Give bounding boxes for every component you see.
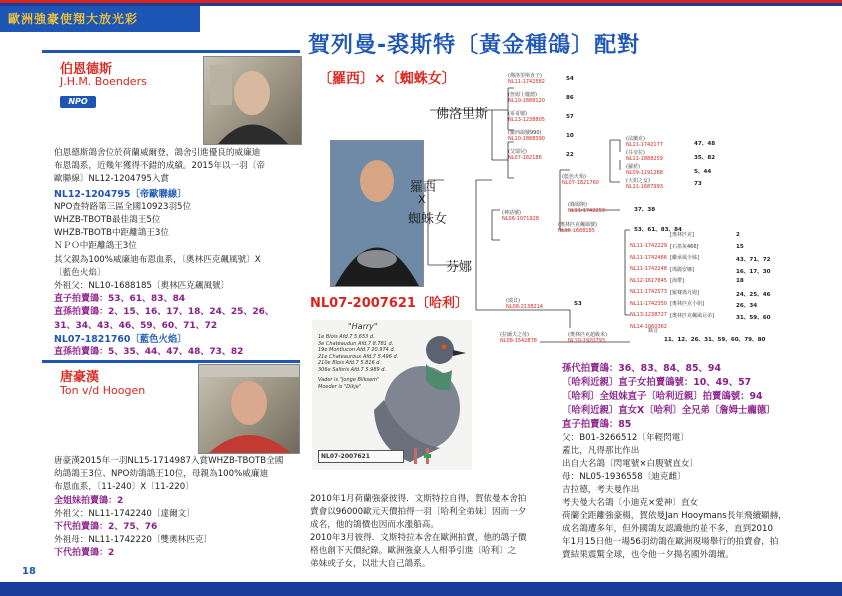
grand-offspring-a: 直孫拍賣鴿：2、15、16、17、18、24、25、26、	[54, 307, 274, 318]
text-line: 父：B01-3266512〔年輕閃電〕	[562, 433, 689, 443]
ped-value: 15	[736, 243, 744, 250]
text-line: 賣結果震驚全球，也令他一夕揚名國外鴿壇。	[562, 550, 734, 560]
ped-name: (瑞貝)	[506, 298, 520, 304]
ped-ring: NL07-1821760	[562, 180, 599, 186]
ped-name: (藍色火焰)	[562, 174, 586, 180]
lower-gen-1: 下代拍賣鴿：2、75、76	[54, 522, 158, 533]
result-line: 孫代拍賣鴿：36、83、84、85、94	[562, 363, 721, 374]
ped-ring: NL11-1888259	[626, 156, 663, 162]
pedigree-top-group	[508, 73, 608, 168]
story-line: 賣會以96000歐元天價拍得一羽〔哈利全弟妹〕因而一夕	[310, 507, 527, 517]
pair-subtitle: 〔羅西〕×〔蜘蛛女〕	[318, 71, 456, 87]
header-banner-text: 歐洲強豪使翔大放光彩	[8, 12, 139, 26]
moeder-line: Moeder is "Dikje"	[318, 383, 362, 390]
ped-value: 43、71、72	[736, 257, 771, 263]
ped-value: 31、59、60	[736, 314, 771, 321]
ped-name: [海帶]	[670, 278, 684, 284]
ped-value: 5、44	[694, 169, 712, 175]
result-line: 〔哈利〕全姐妹直子〔哈利近親〕拍賣鴿號：94	[562, 391, 763, 402]
lower-gen-2: 下代拍賣鴿：2	[54, 548, 115, 559]
person-icon	[199, 365, 299, 453]
ped-name: (拉爾夫之母)	[500, 332, 529, 338]
ped-name: [奧林匹克]	[670, 232, 694, 238]
ped-name: (羅西鴿號990)	[508, 130, 542, 136]
ped-entry-blue-flame	[562, 174, 599, 186]
harry-card-legend	[318, 450, 404, 463]
section1-divider	[42, 50, 300, 53]
ped-entry-ruibei	[506, 298, 596, 310]
bio-line: 幼鴿鴿王3位、NPO幼鴿鴿王10位，母親為100%威廉迪	[54, 469, 269, 480]
result-row: 19e Montlucon Afd.7 20.974 d.	[318, 347, 396, 353]
grandfather-line: 外祖父：NL11-1742240〔達爾文〕	[54, 508, 195, 519]
section1-bio	[54, 147, 304, 359]
grandmother-line: 外祖母：NL11-1742220〔雙奧林匹克〕	[54, 535, 213, 546]
ped-name: [羅賽瑪月姆]	[670, 289, 699, 296]
section1-name-zh: 伯恩德斯	[60, 62, 113, 77]
ped-value: 47、48	[694, 141, 716, 147]
ped-ring: NL06-1071928	[502, 216, 539, 222]
result-line: NPO查特路第三區全國10923羽5位	[54, 201, 192, 212]
ped-entry	[626, 136, 746, 150]
text-line: 年1月15日他一場56羽幼鴿在歐洲現場舉行的拍賣會，拍	[562, 537, 779, 547]
bio-line: 布恩血系，〔11-240〕X〔11-220〕	[54, 482, 194, 493]
section2-divider	[42, 360, 300, 363]
tree-dam: 芬娜	[446, 260, 473, 275]
ped-ring: NL08-1542878	[500, 338, 537, 344]
section2-name-zh: 唐豪漢	[60, 370, 100, 385]
tree-sire: 佛洛里斯	[436, 107, 489, 122]
grand-offspring-2: 直孫拍賣鴿：5、35、44、47、48、73、82	[54, 347, 244, 358]
ped-name: [瑪麗安娜]	[670, 266, 694, 273]
ped-note: 錄音	[648, 328, 659, 334]
ped-entry-myth	[502, 210, 539, 222]
ped-name: [石墨灰466]	[670, 243, 699, 250]
text-line: 吉拉德，考夫曼作出	[562, 485, 640, 495]
ped-ring: NL11-1742229	[630, 243, 667, 249]
result-row: 210e Blois Afd.7 5.816 d.	[318, 360, 382, 366]
bio-line: 唐豪漢2015年一羽NL15-1714987入賞WHZB-TBOTB全國	[54, 456, 284, 466]
person-icon	[204, 57, 301, 144]
ped-value: 10	[566, 133, 574, 139]
text-line: 出自大名鴿〔閃電號×白腹號直女〕	[562, 459, 699, 469]
right-results	[562, 362, 832, 562]
ped-ring: NL11-1742573	[630, 289, 667, 295]
result-line: 其父親為100%威廉迪布恩血系，〔奧林匹克飆風號〕X	[54, 254, 261, 265]
result-line: ＮＰＯ中距離鴿王3位	[54, 241, 137, 252]
pedigree-upper-mid	[626, 136, 746, 192]
ped-value: 53、61、83、84	[634, 227, 682, 233]
story-line: 2010年1月荷蘭強豪彼得．文斯特拉自得，賀依曼本舍拍	[310, 494, 527, 504]
ped-ring: NL14-1060362	[630, 323, 667, 330]
ped-name: (法蘭克)	[626, 136, 645, 142]
ped-ring: NL11-1742350	[630, 300, 667, 307]
ped-name: (詹姆士龐德)	[508, 92, 537, 98]
ped-value: 57	[566, 114, 574, 120]
ped-name: (綠姆斯)	[568, 202, 587, 208]
ped-ring: NL10-1888390	[508, 136, 545, 142]
page-number: 18	[22, 566, 36, 577]
ped-value: 26、34	[736, 303, 758, 309]
ped-value: 54	[566, 76, 574, 82]
story-line: 弟妹或子女，以壯大自己鴿系。	[310, 559, 431, 569]
ped-ring: NL12-1617845	[630, 277, 667, 284]
tree-pair-a: 羅西	[410, 180, 437, 195]
ped-entry-green	[568, 202, 688, 214]
ped-entry	[626, 178, 746, 192]
section1-ring: NL12-1204795〔帝歐聯線〕	[54, 188, 187, 200]
result-line: 〔哈利近親〕直女X〔哈利〕全兄弟〔詹姆士龐德〕	[562, 405, 776, 416]
footer-band	[0, 582, 842, 596]
section1-ring2: NL07-1821760〔藍色火焰〕	[54, 333, 187, 345]
ped-entry	[508, 92, 608, 111]
grand-offspring-b: 31、34、43、46、59、60、71、72	[54, 320, 218, 331]
ped-entry	[626, 164, 746, 178]
boenders-photo	[203, 56, 302, 145]
ped-value: 53	[574, 301, 582, 307]
ped-name: [繼承風全姊]	[670, 255, 699, 261]
result-line: WHZB-TBOTB最佳鴿王5位	[54, 215, 161, 226]
ped-entry	[508, 73, 608, 92]
section1-name-en: J.H.M. Boenders	[60, 75, 147, 88]
ped-entry	[508, 111, 608, 130]
vader-line: Vader is "Jonge Bliksem"	[318, 377, 380, 383]
pedigree-list	[630, 232, 830, 330]
ped-value: 35、82	[694, 155, 716, 161]
result-row: 306e Salbris Afd.7 5.989 d.	[318, 366, 387, 373]
ped-value: 73	[694, 181, 702, 187]
ped-name: [奧林匹克飆風兄弟]	[670, 312, 714, 319]
tree-pair-x: X	[418, 193, 426, 206]
text-line: 成名鴿遭多年，但外國鴿友認識他的並不多，直到2010	[562, 524, 773, 534]
result-line: 外祖父：NL10-1688185〔奧林匹克飆風號〕	[54, 281, 230, 292]
story-text	[310, 493, 556, 571]
text-line: 蓋比，凡得那比作出	[562, 446, 640, 456]
ped-entry	[508, 130, 608, 149]
ped-ring: NL13-1238805	[508, 117, 545, 123]
story-line: 2010年3月彼得．文斯特拉本舍在歐洲拍賣，他的鴿子價	[310, 533, 527, 543]
ped-name: (哥哥號)	[508, 111, 527, 117]
ped-ring: NL11-1687993	[626, 184, 663, 190]
ped-ring: NL11-1742248	[630, 266, 667, 272]
ped-value: 16、17、30	[736, 268, 771, 275]
full-sister: 全姐妹拍賣鴿：2	[54, 495, 124, 506]
ped-value: 22	[566, 152, 574, 158]
ped-ring: NL11-1742466	[630, 254, 667, 261]
ped-ring: NL10-1888120	[508, 98, 545, 104]
hoogen-photo	[198, 364, 300, 454]
ped-entry-olympic-super	[568, 332, 828, 344]
ped-name: (奧林匹克飆風號)	[558, 222, 597, 228]
ped-ring: NL11-1742582	[508, 79, 545, 85]
result-row: 1e Blois Afd.7 5.653 d.	[318, 334, 375, 340]
ped-name: [奧林匹克小姐]	[670, 301, 704, 307]
ped-name: (大姐之女)	[626, 178, 650, 184]
result-row: 21e Chateauroux Afd.7 5.496 d.	[318, 353, 399, 360]
ped-ring: NL13-1238727	[630, 312, 667, 318]
ped-value: 37、38	[634, 207, 656, 213]
ped-value: 2	[736, 232, 740, 238]
ped-name: (芬奈拉)	[626, 150, 645, 156]
ped-ring: NL11-1742259	[568, 208, 605, 214]
npo-badge: NPO	[60, 96, 96, 108]
harry-ring-label: NL07-2007621〔哈利〕	[310, 296, 468, 311]
pigeon-icon	[370, 330, 474, 470]
ped-value: 11、12、26、31、59、60、79、80	[664, 337, 766, 343]
page-title: 賀列曼-裘斯特〔黃金種鴿〕配對	[308, 33, 641, 58]
ped-entry	[508, 149, 608, 168]
ped-entry	[626, 150, 746, 164]
result-line: 〔藍色火焰〕	[54, 267, 106, 278]
text-line: 考夫曼大名鴿〔小迪克×愛神〕直女	[562, 498, 699, 508]
ped-name: (神話號)	[502, 210, 521, 216]
ped-value: 24、25、46	[736, 291, 771, 298]
ped-name: (艾瑞兒)	[508, 149, 527, 155]
ped-ring: NL10-1920793	[568, 338, 605, 344]
harry-card-name: "Harry"	[348, 322, 378, 331]
bio-line: 伯恩德斯鴿舍位於荷蘭威爾登，鴿舍引進優良的威廉迪	[54, 148, 261, 158]
result-line: WHZB-TBOTB中距離鴿王3位	[54, 228, 169, 239]
ped-name: (奧林匹克超級米)	[568, 332, 607, 338]
ped-ring: NL09-1191288	[626, 170, 663, 176]
direct-offspring: 直子拍賣鴿：53、61、83、84	[54, 294, 186, 305]
ped-ring: NL08-2138214	[506, 304, 543, 310]
ped-list-row	[630, 312, 830, 330]
story-line: 成名，他的鴿價也因而水漲船高。	[310, 520, 439, 530]
ped-value: 86	[566, 95, 574, 101]
text-line: 母：NL05-1936558〔迪克雌〕	[562, 472, 686, 482]
ped-name: (佛洛里斯直子)	[508, 73, 542, 79]
bio-line: 布恩鴿系，近幾年獲得不錯的成績。2015年以一羽〔帝	[54, 161, 265, 172]
card-ring: NL07-2007621	[321, 453, 370, 460]
result-row: 3e Chateaudun Afd.7 8.781 d.	[318, 340, 394, 347]
bio-line: 歐聯線〕NL12-1204795入賞	[54, 174, 170, 185]
tree-pair-b: 蜘蛛女	[408, 212, 448, 227]
section2-name-en: Ton v/d Hoogen	[60, 384, 146, 397]
result-line: 直子拍賣鴿：85	[562, 419, 632, 430]
story-line: 格也創下天價紀錄。歐洲強豪人人相爭引進〔哈利〕之	[310, 546, 517, 556]
result-line: 〔哈利近親〕直子女拍賣鴿號：10、49、57	[562, 377, 752, 388]
ped-ring: NL07-182186	[508, 155, 542, 161]
ped-entry-ralph-mother	[500, 332, 537, 344]
ped-value: 18	[736, 278, 744, 284]
text-line: 荷蘭全距離強豪楊，賀依曼Jan Hooymans長年飛續顯赫，	[562, 511, 787, 521]
ped-name: (蘿菈)	[626, 164, 640, 170]
ped-ring: NL10-1688185	[558, 228, 595, 234]
section2-bio	[54, 455, 304, 561]
ped-ring: NL11-1742177	[626, 142, 663, 148]
